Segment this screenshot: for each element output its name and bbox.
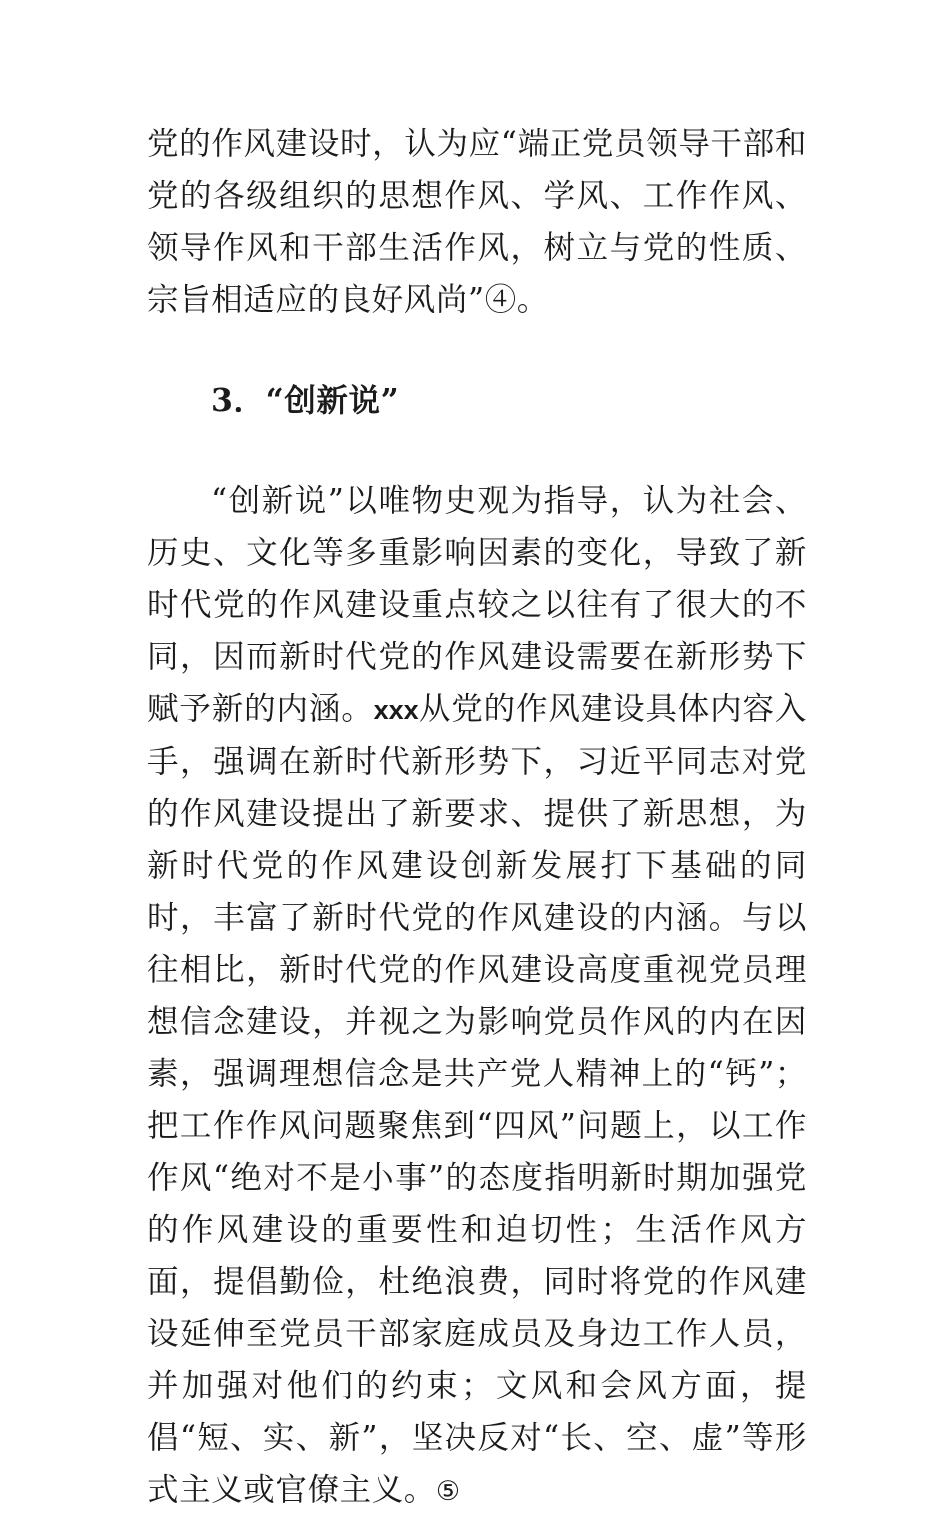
emphasis-token-xxx: xxx [373, 695, 419, 725]
paragraph-text-part-2: 从党的作风建设具体内容入手，强调在新时代新形势下，习近平同志对党的作风建设提出了新要求、提供了新思想，为新时代党的作风建设创新发展打下基础的同时，丰富了新时代党的作风建设的内涵。与以往相比，新时代党的作风建设高度重视党员理想信念建设，并视之为影响党员作风的内在因素，强调理想信念是共产党人精神上的“钙”；把工作作风问题聚焦到“四风”问题上，以工作作风“绝对不是小事”的态度指明新时期加强党的作风建设的重要性和迫切性；生活作风方面，提倡勤俭，杜绝浪费，同时将党的作风建设延伸至党员干部家庭成员及身边工作人员，并加强对他们的约束；文风和会风方面，提倡“短、实、新”，坚决反对“长、空、虚”等形式主义或官僚主义。 [147, 691, 808, 1508]
paragraph-continuation: 党的作风建设时，认为应“端正党员领导干部和党的各级组织的思想作风、学风、工作作风、领导作风和干部生活作风，树立与党的性质、宗旨相适应的良好风尚”④。 [147, 126, 807, 318]
paragraph-spacer [147, 326, 807, 375]
paragraph-innovation-theory [147, 475, 807, 1518]
heading-spacer [147, 427, 807, 475]
text-column [147, 118, 807, 1518]
footnote-mark-5: ⑤ [435, 1476, 461, 1507]
section-heading-3: 3．“创新说” [211, 382, 400, 419]
paragraph-text-part-1: “创新说”以唯物史观为指导，认为社会、历史、文化等多重影响因素的变化，导致了新时代党的作风建设重点较之以往有了很大的不同，因而新时代党的作风建设需要在新形势下赋予新的内涵。 [147, 483, 807, 727]
